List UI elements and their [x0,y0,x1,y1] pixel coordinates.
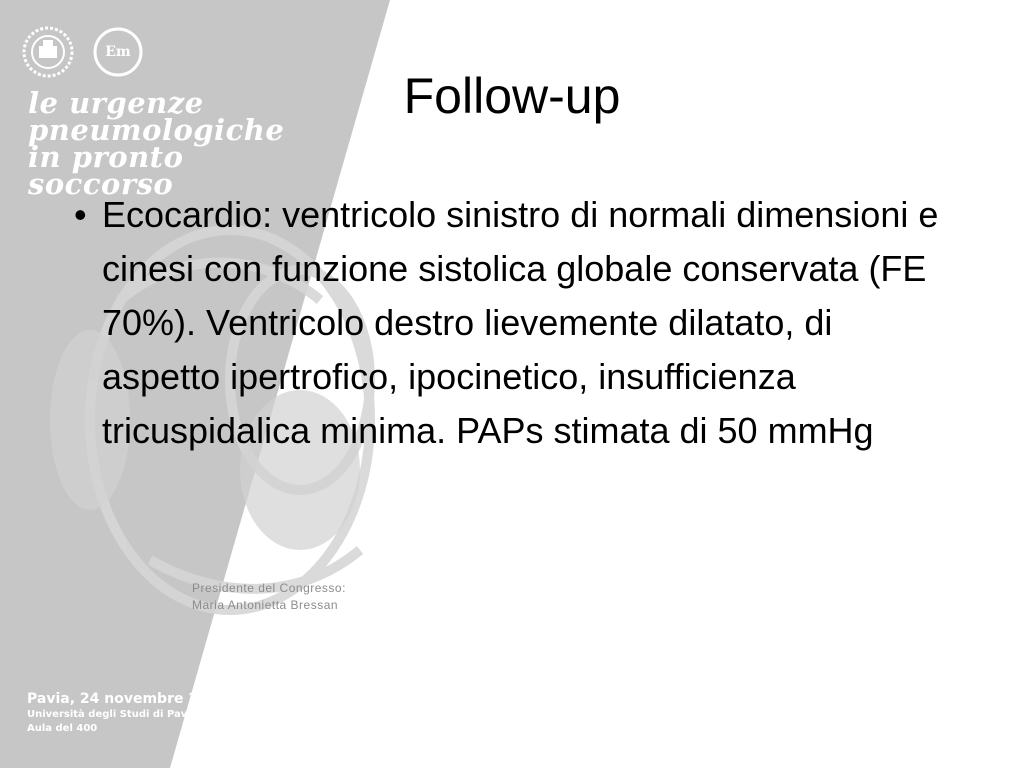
event-title-line: le urgenze [28,86,204,120]
event-title-line: in pronto [28,140,184,174]
congress-president [192,580,346,614]
bullet-icon: • [74,194,87,235]
venue-info [27,690,227,736]
bullet-item [70,188,950,458]
president-label: Presidente del Congresso: [192,581,346,595]
organization-logo-text: Em [105,44,131,60]
event-title-line: soccorso [28,167,174,201]
bullet-text: Ecocardio: ventricolo sinistro di normali dimensioni e cinesi con funzione sistolica globale conservata (FE 70%). Ventricolo destro lievemente dilatato, di aspetto ipertrofico, ipocinetico, insufficienza tricuspidalica minima. PAPs stimata di 50 mmHg [102,194,939,451]
president-name: Maria Antonietta Bressan [192,598,339,612]
event-title-line: pneumologiche [28,113,285,147]
venue-hall: Aula del 400 [27,723,98,734]
slide-title: Follow-up [403,68,621,124]
venue-university: Università degli Studi di Pavia [27,709,198,720]
venue-date: Pavia, 24 novembre 2006 [27,691,228,707]
bullet-list [70,188,950,458]
